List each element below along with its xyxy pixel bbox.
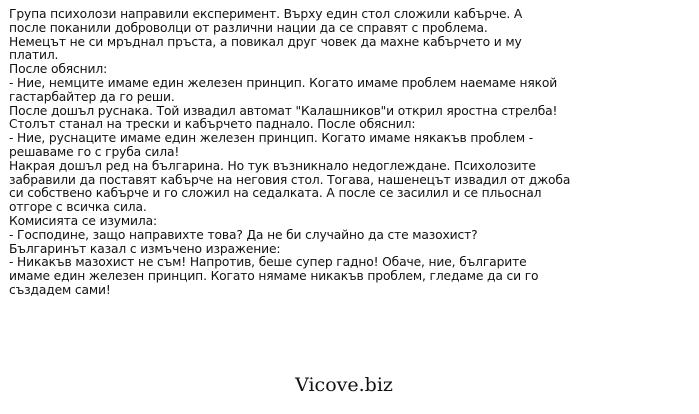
text-line: - Господине, защо направихте това? Да не би случайно да сте мазохист?: [9, 227, 478, 242]
text-line: - Ние, немците имаме един железен принцип. Когато имаме проблем наемаме някой: [9, 75, 558, 90]
text-line: платил.: [9, 48, 59, 63]
text-line: После дошъл руснака. Той извадил автомат "Калашников"и открил яростна стрелба!: [9, 103, 558, 118]
text-line: - Никакъв мазохист не съм! Напротив, беше супер гадно! Обаче, ние, българите: [9, 255, 527, 270]
text-line: Накрая дошъл ред на българина. Но тук възникнало недоглеждане. Психолозите: [9, 158, 536, 173]
text-line: решаваме го с груба сила!: [9, 144, 180, 159]
text-line: Комисията се изумила:: [9, 213, 157, 228]
text-line: имаме един железен принцип. Когато нямаме никакъв проблем, гледаме да си го: [9, 269, 539, 284]
text-line: създадем сами!: [9, 282, 111, 297]
text-line: отгоре с всичка сила.: [9, 200, 147, 215]
site-watermark: Vicove.biz: [295, 374, 393, 396]
text-line: Българинът казал с измъчено изражение:: [9, 241, 281, 256]
joke-text: [9, 8, 689, 298]
text-line: - Ние, руснаците имаме един железен принцип. Когато имаме някакъв проблем -: [9, 131, 533, 146]
text-line: после поканили доброволци от различни нации да се справят с проблема.: [9, 20, 488, 35]
text-line: Група психолози направили експеримент. Върху един стол сложили кабърче. А: [9, 7, 523, 21]
text-line: Немецът не си мръднал пръста, а повикал друг човек да махне кабърчето и му: [9, 34, 522, 49]
text-line: забравили да поставят кабърче на неговия стол. Тогава, нашенецът извадил от джоба: [9, 172, 571, 187]
text-line: Столът станал на трески и кабърчето паднало. После обяснил:: [9, 117, 416, 132]
text-line: си собствено кабърче и го сложил на седалката. А после се засилил и се пльоснал: [9, 186, 542, 201]
text-line: гастарбайтер да го реши.: [9, 89, 175, 104]
text-line: После обяснил:: [9, 62, 108, 77]
